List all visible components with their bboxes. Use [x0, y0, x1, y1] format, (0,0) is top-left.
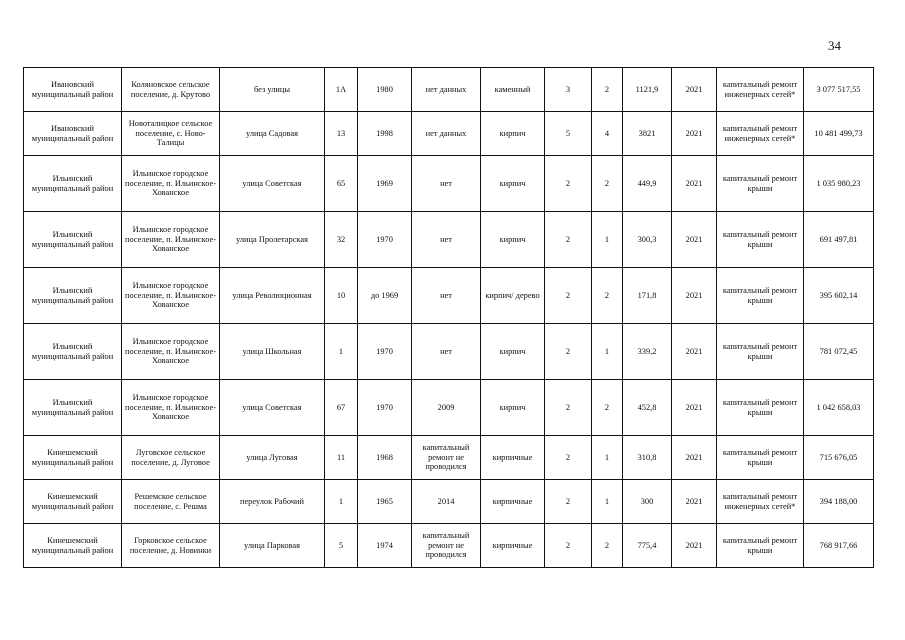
last-repair-cell: 2009	[412, 380, 481, 436]
table-row	[24, 156, 874, 212]
cost-cell: 10 481 499,73	[804, 112, 874, 156]
plan-year-cell: 2021	[672, 524, 717, 568]
plan-year-cell: 2021	[672, 156, 717, 212]
wall-material-cell: кирпичные	[481, 436, 545, 480]
work-type-cell: капитальный ремонт инженерных сетей*	[717, 68, 804, 112]
last-repair-cell: нет	[412, 156, 481, 212]
entrances-cell: 4	[592, 112, 623, 156]
wall-material-cell: кирпичные	[481, 480, 545, 524]
settlement-cell: Ильинское городское поселение, п. Ильинское-Хованское	[122, 324, 220, 380]
work-type-cell: капитальный ремонт крыши	[717, 380, 804, 436]
last-repair-cell: нет данных	[412, 68, 481, 112]
house-number-cell: 32	[325, 212, 358, 268]
table-row	[24, 380, 874, 436]
entrances-cell: 2	[592, 156, 623, 212]
plan-year-cell: 2021	[672, 268, 717, 324]
last-repair-cell: нет	[412, 268, 481, 324]
floors-cell: 2	[545, 324, 592, 380]
cost-cell: 1 042 658,03	[804, 380, 874, 436]
cost-cell: 394 188,00	[804, 480, 874, 524]
street-cell: переулок Рабочий	[220, 480, 325, 524]
wall-material-cell: кирпичные	[481, 524, 545, 568]
street-cell: без улицы	[220, 68, 325, 112]
settlement-cell: Решемское сельское поселение, с. Решма	[122, 480, 220, 524]
table-row	[24, 68, 874, 112]
table-row	[24, 480, 874, 524]
cost-cell: 781 072,45	[804, 324, 874, 380]
table-row	[24, 112, 874, 156]
year-built-cell: 1965	[358, 480, 412, 524]
area-cell: 1121,9	[623, 68, 672, 112]
settlement-cell: Ильинское городское поселение, п. Ильинское-Хованское	[122, 380, 220, 436]
area-cell: 300,3	[623, 212, 672, 268]
settlement-cell: Горковское сельское поселение, д. Новинки	[122, 524, 220, 568]
area-cell: 775,4	[623, 524, 672, 568]
area-cell: 300	[623, 480, 672, 524]
house-number-cell: 11	[325, 436, 358, 480]
table-row	[24, 268, 874, 324]
cost-cell: 1 035 980,23	[804, 156, 874, 212]
work-type-cell: капитальный ремонт крыши	[717, 212, 804, 268]
last-repair-cell: капитальный ремонт не проводился	[412, 436, 481, 480]
area-cell: 310,8	[623, 436, 672, 480]
floors-cell: 3	[545, 68, 592, 112]
housing-repair-table	[23, 67, 874, 568]
entrances-cell: 2	[592, 524, 623, 568]
table-row	[24, 524, 874, 568]
street-cell: улица Пролетарская	[220, 212, 325, 268]
street-cell: улица Советская	[220, 380, 325, 436]
year-built-cell: 1970	[358, 324, 412, 380]
wall-material-cell: кирпич	[481, 380, 545, 436]
work-type-cell: капитальный ремонт инженерных сетей*	[717, 480, 804, 524]
district-cell: Ильинский муниципальный район	[24, 380, 122, 436]
district-cell: Ивановский муниципальный район	[24, 68, 122, 112]
entrances-cell: 1	[592, 480, 623, 524]
cost-cell: 715 676,05	[804, 436, 874, 480]
street-cell: улица Школьная	[220, 324, 325, 380]
house-number-cell: 65	[325, 156, 358, 212]
street-cell: улица Садовая	[220, 112, 325, 156]
work-type-cell: капитальный ремонт крыши	[717, 436, 804, 480]
district-cell: Ивановский муниципальный район	[24, 112, 122, 156]
year-built-cell: 1998	[358, 112, 412, 156]
last-repair-cell: капитальный ремонт не проводился	[412, 524, 481, 568]
house-number-cell: 67	[325, 380, 358, 436]
plan-year-cell: 2021	[672, 324, 717, 380]
table-row	[24, 324, 874, 380]
plan-year-cell: 2021	[672, 112, 717, 156]
district-cell: Кинешемский муниципальный район	[24, 524, 122, 568]
year-built-cell: 1970	[358, 212, 412, 268]
last-repair-cell: нет	[412, 212, 481, 268]
floors-cell: 2	[545, 212, 592, 268]
area-cell: 339,2	[623, 324, 672, 380]
plan-year-cell: 2021	[672, 436, 717, 480]
floors-cell: 2	[545, 524, 592, 568]
area-cell: 3821	[623, 112, 672, 156]
cost-cell: 691 497,81	[804, 212, 874, 268]
floors-cell: 2	[545, 380, 592, 436]
district-cell: Ильинский муниципальный район	[24, 212, 122, 268]
district-cell: Кинешемский муниципальный район	[24, 480, 122, 524]
area-cell: 449,9	[623, 156, 672, 212]
district-cell: Кинешемский муниципальный район	[24, 436, 122, 480]
entrances-cell: 2	[592, 68, 623, 112]
district-cell: Ильинский муниципальный район	[24, 156, 122, 212]
page-number: 34	[828, 38, 841, 53]
floors-cell: 5	[545, 112, 592, 156]
area-cell: 171,8	[623, 268, 672, 324]
wall-material-cell: каменный	[481, 68, 545, 112]
work-type-cell: капитальный ремонт крыши	[717, 524, 804, 568]
entrances-cell: 2	[592, 268, 623, 324]
table-row	[24, 436, 874, 480]
settlement-cell: Новоталицкое сельское поселение, с. Ново-Талицы	[122, 112, 220, 156]
year-built-cell: 1970	[358, 380, 412, 436]
year-built-cell: 1969	[358, 156, 412, 212]
wall-material-cell: кирпич	[481, 324, 545, 380]
street-cell: улица Парковая	[220, 524, 325, 568]
house-number-cell: 1А	[325, 68, 358, 112]
plan-year-cell: 2021	[672, 480, 717, 524]
house-number-cell: 10	[325, 268, 358, 324]
last-repair-cell: нет данных	[412, 112, 481, 156]
settlement-cell: Ильинское городское поселение, п. Ильинское-Хованское	[122, 212, 220, 268]
last-repair-cell: нет	[412, 324, 481, 380]
plan-year-cell: 2021	[672, 212, 717, 268]
floors-cell: 2	[545, 436, 592, 480]
district-cell: Ильинский муниципальный район	[24, 324, 122, 380]
entrances-cell: 2	[592, 380, 623, 436]
work-type-cell: капитальный ремонт крыши	[717, 156, 804, 212]
house-number-cell: 1	[325, 324, 358, 380]
floors-cell: 2	[545, 268, 592, 324]
floors-cell: 2	[545, 156, 592, 212]
settlement-cell: Коляновское сельское поселение, д. Крутово	[122, 68, 220, 112]
entrances-cell: 1	[592, 436, 623, 480]
settlement-cell: Ильинское городское поселение, п. Ильинское-Хованское	[122, 268, 220, 324]
entrances-cell: 1	[592, 324, 623, 380]
work-type-cell: капитальный ремонт инженерных сетей*	[717, 112, 804, 156]
work-type-cell: капитальный ремонт крыши	[717, 268, 804, 324]
house-number-cell: 1	[325, 480, 358, 524]
district-cell: Ильинский муниципальный район	[24, 268, 122, 324]
last-repair-cell: 2014	[412, 480, 481, 524]
year-built-cell: 1968	[358, 436, 412, 480]
floors-cell: 2	[545, 480, 592, 524]
table-row	[24, 212, 874, 268]
entrances-cell: 1	[592, 212, 623, 268]
wall-material-cell: кирпич	[481, 212, 545, 268]
settlement-cell: Ильинское городское поселение, п. Ильинское-Хованское	[122, 156, 220, 212]
table-body	[24, 68, 874, 568]
wall-material-cell: кирпич	[481, 156, 545, 212]
house-number-cell: 13	[325, 112, 358, 156]
street-cell: улица Советская	[220, 156, 325, 212]
settlement-cell: Луговское сельское поселение, д. Луговое	[122, 436, 220, 480]
cost-cell: 395 602,14	[804, 268, 874, 324]
cost-cell: 3 077 517,55	[804, 68, 874, 112]
year-built-cell: до 1969	[358, 268, 412, 324]
wall-material-cell: кирпич	[481, 112, 545, 156]
street-cell: улица Революционная	[220, 268, 325, 324]
house-number-cell: 5	[325, 524, 358, 568]
year-built-cell: 1980	[358, 68, 412, 112]
year-built-cell: 1974	[358, 524, 412, 568]
plan-year-cell: 2021	[672, 68, 717, 112]
cost-cell: 768 917,66	[804, 524, 874, 568]
street-cell: улица Луговая	[220, 436, 325, 480]
plan-year-cell: 2021	[672, 380, 717, 436]
work-type-cell: капитальный ремонт крыши	[717, 324, 804, 380]
wall-material-cell: кирпич/ дерево	[481, 268, 545, 324]
area-cell: 452,8	[623, 380, 672, 436]
